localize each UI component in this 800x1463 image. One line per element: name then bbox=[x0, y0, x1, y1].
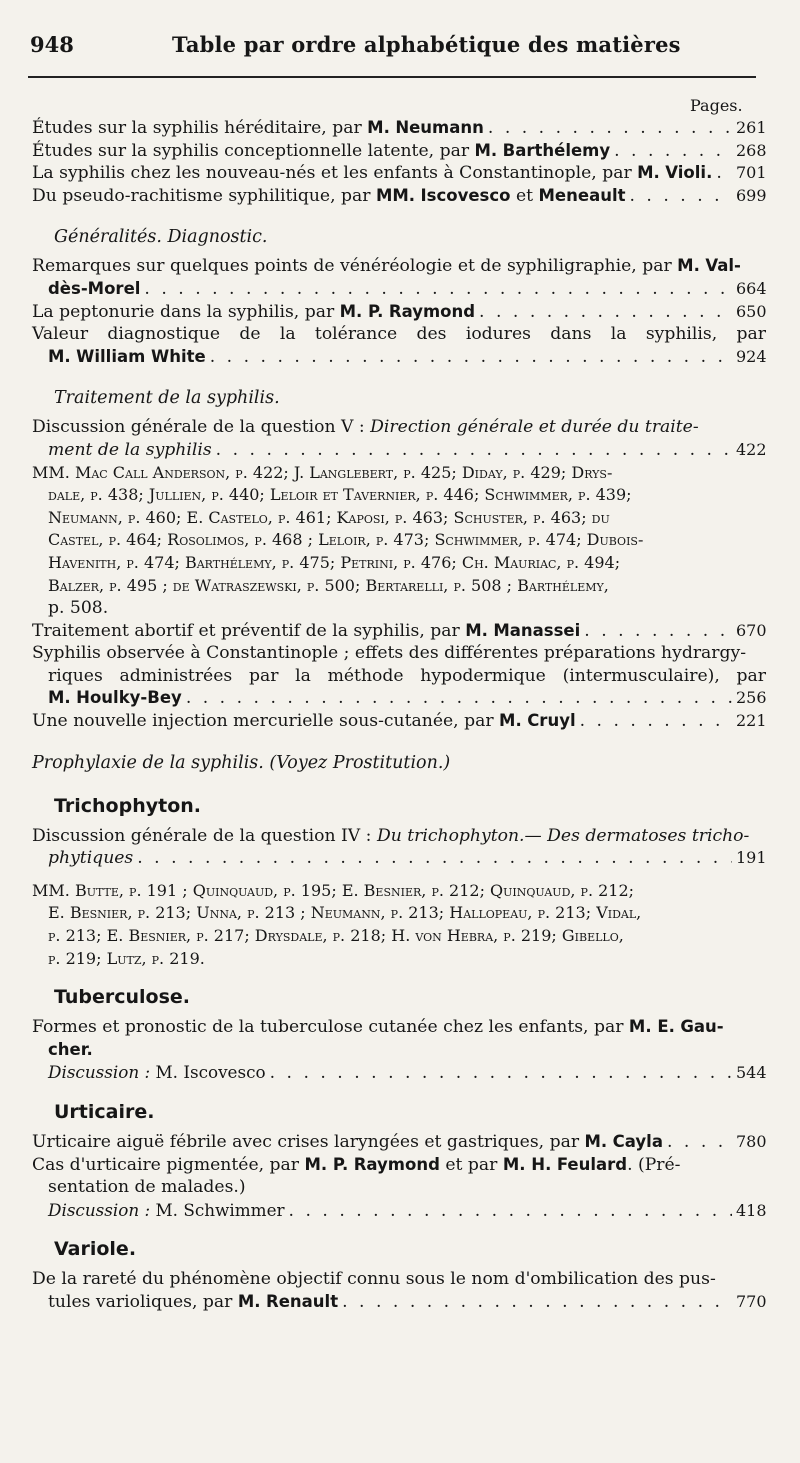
page-ref: 544 bbox=[736, 1063, 767, 1083]
page-ref: 650 bbox=[736, 301, 767, 321]
index-entry: Études sur la syphilis héréditaire, par M. Neumann . . . 261 bbox=[32, 117, 766, 140]
page-title: Table par ordre alphabétique des matières bbox=[172, 32, 681, 57]
section-heading-traitement: Traitement de la syphilis. bbox=[54, 388, 280, 409]
page-ref: 261 bbox=[736, 118, 767, 137]
speaker-list: MM. Mac Call Anderson, p. 422; J. Langlebert, p. 425; Diday, p. 429; Drys- bbox=[32, 462, 613, 482]
index-entry-cont: phytiques . . . 191 bbox=[32, 847, 766, 870]
index-entry-cont: dès-Morel . . . 664 bbox=[32, 278, 766, 301]
page-ref: 418 bbox=[736, 1200, 767, 1220]
index-entry-cont: riques administrées par la méthode hypodermique (intermusculaire), par bbox=[48, 665, 766, 686]
index-entry-cont: tules varioliques, par M. Renault . . . 770 bbox=[32, 1291, 766, 1314]
speaker-list: Neumann, p. 460; E. Castelo, p. 461; Kaposi, p. 463; Schuster, p. 463; du bbox=[48, 507, 610, 527]
page-ref: 422 bbox=[736, 439, 767, 459]
section-heading-generalites: Généralités. Diagnostic. bbox=[54, 227, 268, 248]
subject-heading-tuberculose: Tuberculose. bbox=[54, 986, 191, 1009]
speaker-list: MM. Butte, p. 191 ; Quinquaud, p. 195; E. Besnier, p. 212; Quinquaud, p. 212; bbox=[32, 880, 635, 900]
speaker-list: Havenith, p. 474; Barthélemy, p. 475; Petrini, p. 476; Ch. Mauriac, p. 494; bbox=[48, 552, 621, 572]
speaker-list: p. 213; E. Besnier, p. 217; Drysdale, p. 218; H. von Hebra, p. 219; Gibello, bbox=[48, 926, 624, 946]
index-entry: Valeur diagnostique de la tolérance des iodures dans la syphilis, par bbox=[32, 324, 766, 345]
page-ref: 670 bbox=[736, 620, 767, 640]
page-ref: 924 bbox=[736, 346, 767, 366]
page-ref: 256 bbox=[736, 688, 767, 708]
page-ref: 191 bbox=[736, 848, 767, 868]
speaker-list: p. 508. bbox=[48, 598, 109, 619]
index-entry: Urticaire aiguë fébrile avec crises laryngées et gastriques, par M. Cayla . . . 780 bbox=[32, 1131, 766, 1154]
discussion-entry: Discussion : M. Schwimmer . . . 418 bbox=[32, 1199, 766, 1223]
index-entry: Une nouvelle injection mercurielle sous-cutanée, par M. Cruyl . . . 221 bbox=[32, 710, 766, 733]
index-entry: La peptonurie dans la syphilis, par M. P. Raymond . . . 650 bbox=[32, 301, 766, 324]
section-heading-prophylaxie: Prophylaxie de la syphilis. (Voyez Prostitution.) bbox=[32, 752, 451, 773]
speaker-list: dale, p. 438; Jullien, p. 440; Leloir et Tavernier, p. 446; Schwimmer, p. 439; bbox=[48, 485, 632, 505]
index-entry-cont: cher. bbox=[48, 1039, 93, 1059]
index-entry: La syphilis chez les nouveau-nés et les enfants à Constantinople, par M. Violi. . . . 701 bbox=[32, 162, 766, 185]
page-ref: 268 bbox=[736, 140, 767, 160]
index-entry: Syphilis observée à Constantinople ; effets des différentes préparations hydrargy- bbox=[32, 643, 747, 664]
speaker-list: E. Besnier, p. 213; Unna, p. 213 ; Neumann, p. 213; Hallopeau, p. 213; Vidal, bbox=[48, 903, 642, 923]
index-entry-cont: M. Houlky-Bey . . . 256 bbox=[32, 687, 766, 710]
speaker-list: Castel, p. 464; Rosolimos, p. 468 ; Leloir, p. 473; Schwimmer, p. 474; Dubois- bbox=[48, 530, 644, 550]
page-ref: 780 bbox=[736, 1132, 767, 1151]
subject-heading-trichophyton: Trichophyton. bbox=[54, 794, 201, 817]
index-entry: Études sur la syphilis conceptionnelle latente, par M. Barthélemy . . . 268 bbox=[32, 140, 766, 163]
index-entry: Discussion générale de la question V : Direction générale et durée du traite- bbox=[32, 417, 699, 438]
page-ref: 699 bbox=[736, 185, 767, 205]
index-entry: Traitement abortif et préventif de la syphilis, par M. Manassei . . . 670 bbox=[32, 620, 766, 643]
index-entry: De la rareté du phénomène objectif connu sous le nom d'ombilication des pus- bbox=[32, 1269, 716, 1290]
index-entry-cont: sentation de malades.) bbox=[48, 1177, 246, 1198]
speaker-list: Balzer, p. 495 ; de Watraszewski, p. 500; Bertarelli, p. 508 ; Barthélemy, bbox=[48, 575, 609, 595]
page-ref: 221 bbox=[736, 711, 767, 731]
index-entry: Formes et pronostic de la tuberculose cutanée chez les enfants, par M. E. Gau- bbox=[32, 1017, 724, 1038]
header-rule bbox=[28, 76, 756, 78]
index-entry: Remarques sur quelques points de vénéréologie et de syphiligraphie, par M. Val- bbox=[32, 256, 741, 277]
index-entry: Discussion générale de la question IV : Du trichophyton.— Des dermatoses tricho- bbox=[32, 825, 750, 846]
pages-column-label: Pages. bbox=[690, 96, 743, 115]
subject-heading-variole: Variole. bbox=[54, 1238, 137, 1261]
index-entry-cont: M. William White . . . 924 bbox=[32, 346, 766, 369]
index-content bbox=[32, 117, 766, 1314]
index-entry: Cas d'urticaire pigmentée, par M. P. Raymond et par M. H. Feulard. (Pré- bbox=[32, 1154, 681, 1175]
discussion-entry: Discussion : M. Iscovesco . . . 544 bbox=[32, 1061, 766, 1085]
page-number: 948 bbox=[30, 32, 74, 57]
speaker-list: p. 219; Lutz, p. 219. bbox=[48, 948, 205, 968]
subject-heading-urticaire: Urticaire. bbox=[54, 1101, 155, 1123]
page-ref: 770 bbox=[736, 1291, 767, 1311]
page-ref: 664 bbox=[736, 278, 767, 298]
page-ref: 701 bbox=[736, 163, 767, 183]
index-entry: Du pseudo-rachitisme syphilitique, par MM. Iscovesco et Meneault . . . 699 bbox=[32, 185, 766, 208]
index-entry-cont: ment de la syphilis . . . 422 bbox=[32, 439, 766, 462]
